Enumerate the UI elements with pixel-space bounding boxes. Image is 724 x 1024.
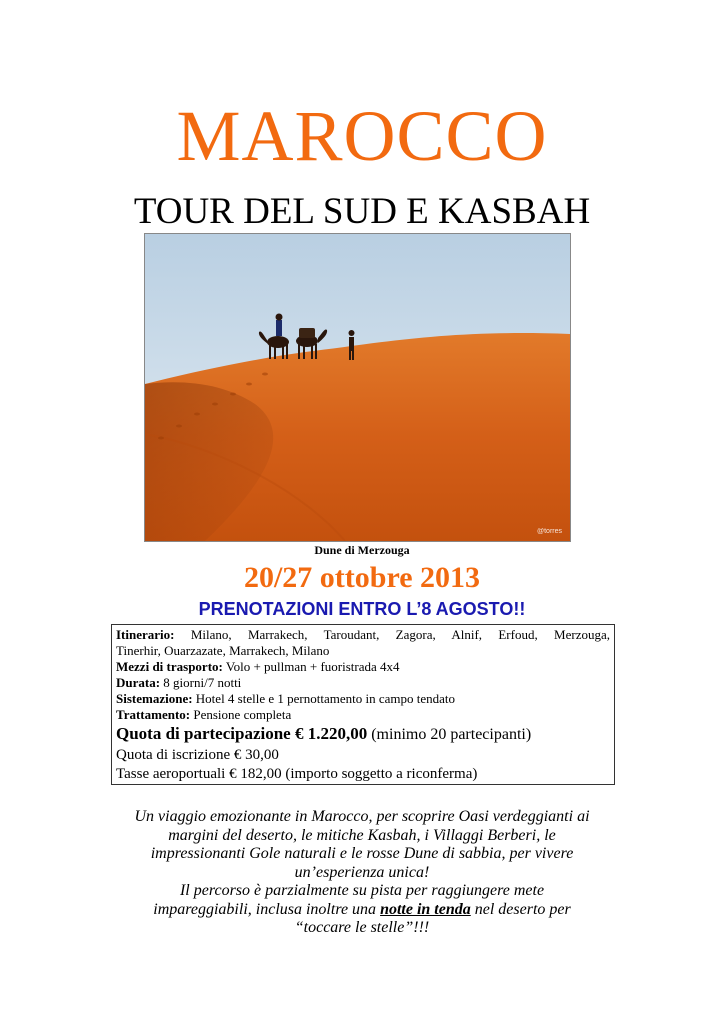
price-row: [116, 723, 610, 746]
board-label: Trattamento:: [116, 707, 191, 722]
airport-taxes: Tasse aeroportuali € 182,00 (importo soggetto a riconferma): [116, 766, 478, 782]
board-value: Pensione completa: [193, 707, 292, 722]
itinerary-row-2: [116, 643, 610, 659]
description-line-5: Il percorso è parzialmente su pista per raggiungere mete: [179, 882, 545, 899]
duration-row: [116, 675, 610, 691]
price-label: Quota di partecipazione € 1.220,00: [116, 724, 368, 743]
booking-deadline: PRENOTAZIONI ENTRO L’8 AGOSTO!!: [198, 599, 526, 619]
transport-value: Volo + pullman + fuoristrada 4x4: [225, 659, 400, 674]
desert-photo: [144, 233, 571, 542]
description-line-4: un’esperienza unica!: [294, 863, 430, 881]
page-subtitle: TOUR DEL SUD E KASBAH: [133, 191, 591, 232]
description-line-6: [100, 901, 624, 920]
description-line-6-start: impareggiabili, inclusa inoltre una: [153, 900, 381, 918]
tour-description: [100, 808, 624, 938]
board-row: [116, 707, 610, 723]
page-title: MAROCCO: [176, 96, 548, 176]
itinerary-row: [116, 627, 610, 643]
photo-caption: Dune di Merzouga: [314, 543, 410, 557]
description-line-6-end: nel deserto per: [470, 900, 571, 918]
description-line-1: Un viaggio emozionante in Marocco, per scoprire Oasi verdeggianti ai: [134, 808, 590, 825]
tent-night-highlight: notte in tenda: [380, 900, 471, 918]
photo-credit: @torres: [537, 528, 562, 535]
itinerary-label: Itinerario:: [116, 627, 175, 642]
accommodation-value: Hotel 4 stelle e 1 pernottamento in campo tendato: [195, 691, 455, 706]
registration-fee: Quota di iscrizione € 30,00: [116, 747, 279, 763]
description-line-2: margini del deserto, le mitiche Kasbah, i Villaggi Berberi, le: [168, 826, 556, 844]
accommodation-label: Sistemazione:: [116, 691, 193, 706]
tour-details-box: [111, 624, 615, 785]
itinerary-value: Milano, Marrakech, Taroudant, Zagora, Alnif, Erfoud, Merzouga,: [190, 627, 610, 642]
description-line-3: impressionanti Gole naturali e le rosse Dune di sabbia, per vivere: [150, 845, 574, 862]
description-line-7: “toccare le stelle”!!!: [294, 919, 430, 936]
duration-value: 8 giorni/7 notti: [163, 675, 242, 690]
transport-row: [116, 659, 610, 675]
transport-label: Mezzi di trasporto:: [116, 659, 223, 674]
itinerary-value-2: Tinerhir, Ouarzazate, Marrakech, Milano: [116, 643, 330, 658]
accommodation-row: [116, 691, 610, 707]
tour-dates: 20/27 ottobre 2013: [243, 561, 481, 594]
price-note: (minimo 20 partecipanti): [371, 726, 532, 743]
dune-illustration: [145, 234, 570, 541]
duration-label: Durata:: [116, 675, 161, 690]
